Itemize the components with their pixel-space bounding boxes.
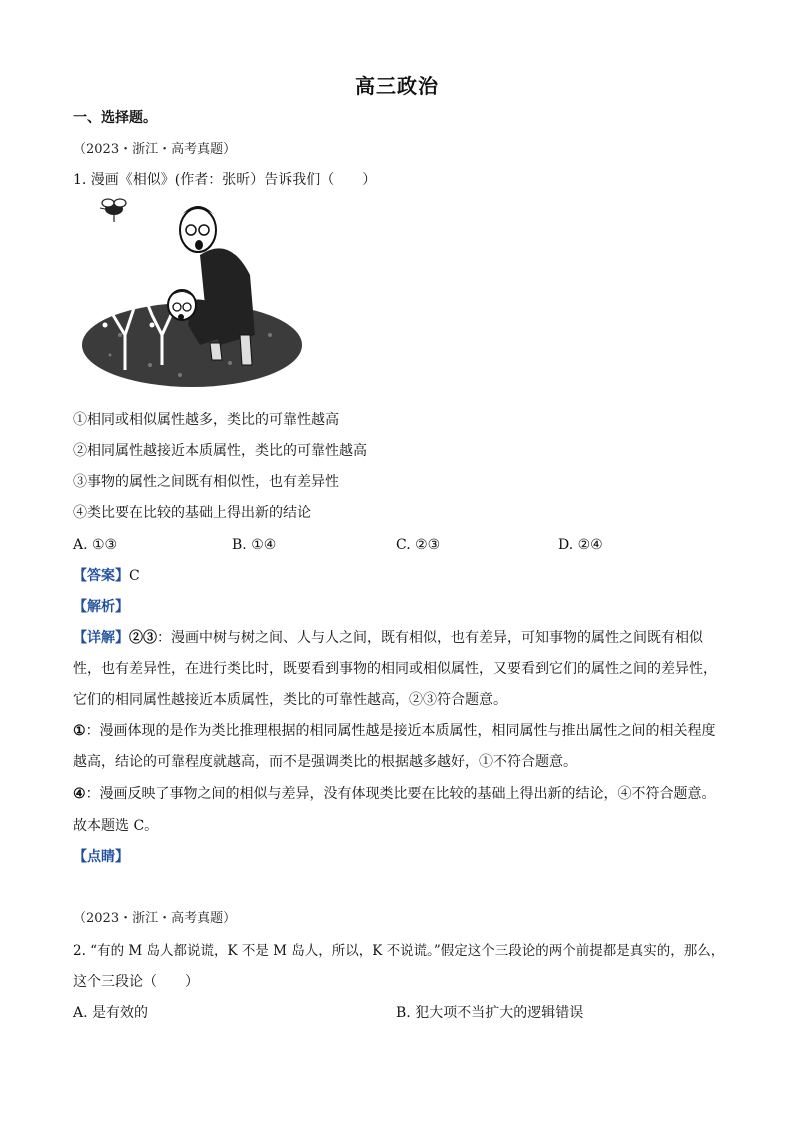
q1-conclusion: 故本题选 C。 [73,818,159,834]
q1-statement-3: ③事物的属性之间既有相似性，也有差异性 [73,474,339,490]
q2-option-b: B. 犯大项不当扩大的逻辑错误 [396,1005,584,1021]
q1-source: （2023・浙江・高考真题） [73,142,237,157]
detail-p3-lead: ④ [73,786,86,802]
detail-p2-text: ：漫画体现的是作为类比推理根据的相同属性越是接近本质属性，相同属性与推出属性之间的相关程度越高，结论的可靠程度就越高，而不是强调类比的根据越多越好，①不符合题意。 [73,723,716,770]
comic-illustration [80,195,305,395]
detail-p1-text: ：漫画中树与树之间、人与人之间，既有相似，也有差异，可知事物的属性之间既有相似性，也有差异性，在进行类比时，既要看到事物的相同或相似属性，又要看到它们的属性之间的差异性，它们的相同属性越接近本质属性，类比的可靠性越高，②③符合题意。 [73,630,717,708]
answer-label: 【答案】 [73,568,129,584]
detail-p3-text: ：漫画反映了事物之间的相似与差异，没有体现类比要在比较的基础上得出新的结论，④不符合题意。 [85,786,716,802]
q1-statement-2: ②相同属性越接近本质属性，类比的可靠性越高 [73,443,367,459]
bee-icon [100,199,126,222]
q2-source: （2023・浙江・高考真题） [73,911,237,926]
q1-option-c: C. ②③ [396,537,441,553]
q1-detail-p1 [73,623,728,716]
q1-answer [73,566,140,586]
q1-detail-p2 [73,716,728,778]
q1-analysis [73,597,129,617]
q1-detail-p3 [73,779,728,810]
dianjing-label: 【点睛】 [73,849,129,865]
section-heading: 一、选择题。 [73,110,157,126]
answer-value: C [129,568,140,584]
q1-option-d: D. ②④ [558,537,603,553]
q2-option-a: A. 是有效的 [73,1005,149,1021]
analysis-label: 【解析】 [73,599,129,615]
q1-stem: 1. 漫画《相似》(作者：张昕）告诉我们（ ） [73,172,377,188]
page-title: 高三政治 [355,74,439,98]
q1-statement-4: ④类比要在比较的基础上得出新的结论 [73,505,311,521]
q1-option-a: A. ①③ [73,537,118,553]
q1-dianjing [73,847,129,867]
detail-p2-lead: ① [73,723,86,739]
detail-label: 【详解】 [73,630,129,646]
q1-statement-1: ①相同或相似属性越多，类比的可靠性越高 [73,412,339,428]
detail-p1-lead: ②③ [129,630,157,646]
q1-option-b: B. ①④ [232,537,277,553]
q2-stem-line2: 这个三段论（ ） [73,974,199,990]
q2-stem-line1: 2. “有的 M 岛人都说谎，K 不是 M 岛人，所以，K 不说谎。”假定这个三段论的两个前提都是真实的，那么， [73,943,725,959]
